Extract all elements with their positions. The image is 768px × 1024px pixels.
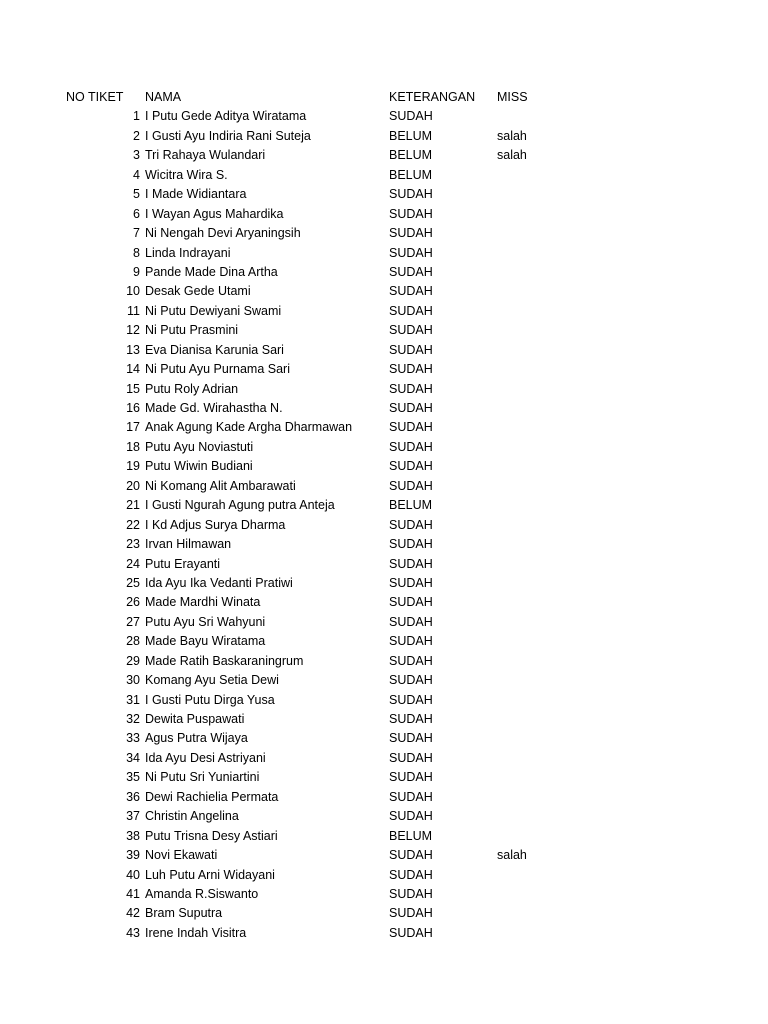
nama-cell: Agus Putra Wijaya [145, 731, 248, 746]
no-tiket-cell: 37 [126, 809, 140, 824]
no-tiket-cell: 7 [133, 226, 140, 241]
keterangan-cell: SUDAH [389, 906, 433, 921]
no-tiket-cell: 24 [126, 556, 140, 571]
keterangan-cell: SUDAH [389, 439, 433, 454]
keterangan-cell: SUDAH [389, 517, 433, 532]
keterangan-cell: SUDAH [389, 362, 433, 377]
keterangan-cell: SUDAH [389, 206, 433, 221]
keterangan-cell: SUDAH [389, 886, 433, 901]
keterangan-cell: SUDAH [389, 712, 433, 726]
nama-cell: Anak Agung Kade Argha Dharmawan [145, 420, 353, 435]
keterangan-cell: SUDAH [389, 614, 433, 629]
keterangan-cell: SUDAH [389, 925, 433, 940]
no-tiket-cell: 18 [126, 439, 140, 454]
no-tiket-cell: 22 [126, 517, 140, 532]
no-tiket-cell: 40 [126, 867, 140, 882]
table-row [0, 185, 768, 204]
keterangan-cell: BELUM [389, 498, 433, 513]
no-tiket-cell: 29 [126, 653, 140, 668]
no-tiket-cell: 21 [126, 498, 140, 513]
table-row [0, 244, 768, 263]
no-tiket-cell: 36 [126, 789, 140, 804]
keterangan-cell: SUDAH [389, 381, 433, 396]
table-row [0, 807, 768, 826]
no-tiket-cell: 12 [126, 323, 140, 338]
no-tiket-cell: 31 [126, 692, 140, 707]
table-row [0, 360, 768, 379]
keterangan-cell: SUDAH [389, 109, 433, 124]
nama-cell: Putu Roly Adrian [145, 381, 239, 396]
keterangan-cell: SUDAH [389, 459, 433, 474]
no-tiket-cell: 28 [126, 634, 140, 649]
nama-cell: Tri Rahaya Wulandari [145, 148, 266, 163]
miss-cell: salah [497, 148, 527, 163]
nama-cell: Putu Erayanti [145, 556, 221, 571]
nama-cell: Ida Ayu Desi Astriyani [145, 750, 266, 765]
table-row [0, 127, 768, 146]
no-tiket-cell: 16 [126, 401, 140, 415]
keterangan-cell: BELUM [389, 167, 433, 182]
table-row [0, 593, 768, 612]
table-row [0, 302, 768, 321]
nama-cell: I Putu Gede Aditya Wiratama [145, 109, 307, 124]
keterangan-cell: SUDAH [389, 575, 433, 590]
keterangan-cell: SUDAH [389, 420, 433, 435]
no-tiket-cell: 10 [126, 284, 140, 299]
nama-cell: Putu Ayu Sri Wahyuni [145, 614, 266, 629]
keterangan-cell: SUDAH [389, 245, 433, 260]
keterangan-cell: SUDAH [389, 731, 433, 746]
no-tiket-cell: 25 [126, 575, 140, 590]
no-tiket-cell: 9 [133, 264, 140, 279]
no-tiket-cell: 34 [126, 750, 140, 765]
nama-cell: Ni Putu Sri Yuniartini [145, 770, 260, 785]
nama-cell: Luh Putu Arni Widayani [145, 867, 275, 882]
no-tiket-cell: 1 [133, 109, 140, 124]
nama-cell: Ni Putu Dewiyani Swami [145, 303, 282, 318]
keterangan-cell: SUDAH [389, 809, 433, 824]
table-row [0, 418, 768, 437]
no-tiket-cell: 4 [133, 167, 140, 182]
nama-cell: Ni Komang Alit Ambarawati [145, 478, 296, 493]
no-tiket-cell: 30 [126, 673, 140, 688]
no-tiket-cell: 6 [133, 206, 140, 221]
nama-cell: Christin Angelina [145, 809, 239, 824]
table-row [0, 224, 768, 243]
table-row [0, 457, 768, 476]
no-tiket-cell: 8 [133, 245, 140, 260]
nama-cell: Novi Ekawati [145, 848, 218, 863]
keterangan-cell: SUDAH [389, 342, 433, 357]
keterangan-cell: SUDAH [389, 264, 433, 279]
no-tiket-cell: 15 [126, 381, 140, 396]
table-row [0, 652, 768, 671]
nama-cell: I Gusti Putu Dirga Yusa [145, 692, 275, 707]
table-row [0, 924, 768, 943]
no-tiket-cell: 35 [126, 770, 140, 785]
keterangan-cell: SUDAH [389, 789, 433, 804]
keterangan-cell: SUDAH [389, 770, 433, 785]
nama-cell: Dewi Rachielia Permata [145, 789, 279, 804]
table-row [0, 282, 768, 301]
table-row [0, 516, 768, 535]
table-row [0, 146, 768, 165]
table-row [0, 885, 768, 904]
ticket-sheet [0, 88, 768, 943]
keterangan-cell: BELUM [389, 148, 433, 163]
table-row [0, 866, 768, 885]
keterangan-cell: SUDAH [389, 595, 433, 610]
keterangan-cell: SUDAH [389, 750, 433, 765]
miss-cell: salah [497, 848, 527, 863]
no-tiket-cell: 39 [126, 848, 140, 863]
table-row [0, 263, 768, 282]
nama-cell: I Made Widiantara [145, 187, 247, 202]
no-tiket-cell: 32 [126, 712, 140, 726]
nama-cell: Made Mardhi Winata [145, 595, 261, 610]
header-row [0, 88, 768, 107]
nama-cell: Irvan Hilmawan [145, 537, 232, 552]
keterangan-cell: SUDAH [389, 634, 433, 649]
nama-cell: I Gusti Ngurah Agung putra Anteja [145, 498, 335, 513]
keterangan-cell: SUDAH [389, 653, 433, 668]
no-tiket-cell: 23 [126, 537, 140, 552]
miss-cell: salah [497, 128, 527, 143]
keterangan-cell: SUDAH [389, 673, 433, 688]
keterangan-cell: SUDAH [389, 284, 433, 299]
no-tiket-cell: 13 [126, 342, 140, 357]
nama-cell: Putu Ayu Noviastuti [145, 439, 254, 454]
nama-cell: Putu Wiwin Budiani [145, 459, 253, 474]
table-row [0, 768, 768, 787]
nama-cell: Ida Ayu Ika Vedanti Pratiwi [145, 575, 293, 590]
no-tiket-cell: 43 [126, 925, 140, 940]
keterangan-cell: SUDAH [389, 478, 433, 493]
no-tiket-cell: 38 [126, 828, 140, 843]
keterangan-cell: BELUM [389, 128, 433, 143]
header-miss: MISS [497, 90, 528, 104]
table-row [0, 846, 768, 865]
no-tiket-cell: 33 [126, 731, 140, 746]
nama-cell: Made Bayu Wiratama [145, 634, 266, 649]
nama-cell: I Gusti Ayu Indiria Rani Suteja [145, 128, 311, 143]
table-row [0, 496, 768, 515]
no-tiket-cell: 5 [133, 187, 140, 202]
nama-cell: Ni Putu Ayu Purnama Sari [145, 362, 290, 377]
nama-cell: Made Ratih Baskaraningrum [145, 653, 304, 668]
no-tiket-cell: 14 [126, 362, 140, 377]
nama-cell: I Kd Adjus Surya Dharma [145, 517, 286, 532]
no-tiket-cell: 3 [133, 148, 140, 163]
no-tiket-cell: 11 [127, 303, 140, 318]
table-row [0, 691, 768, 710]
header-no-tiket: NO TIKET [66, 90, 124, 104]
table-row [0, 341, 768, 360]
table-row [0, 749, 768, 768]
table-row [0, 107, 768, 126]
table-row [0, 166, 768, 185]
table-row [0, 613, 768, 632]
no-tiket-cell: 27 [126, 614, 140, 629]
nama-cell: Pande Made Dina Artha [145, 264, 278, 279]
nama-cell: Amanda R.Siswanto [145, 886, 259, 901]
no-tiket-cell: 26 [126, 595, 140, 610]
nama-cell: Desak Gede Utami [145, 284, 251, 299]
keterangan-cell: SUDAH [389, 226, 433, 241]
table-row [0, 438, 768, 457]
header-nama: NAMA [145, 90, 182, 104]
table-row [0, 788, 768, 807]
table-row [0, 535, 768, 554]
table-row [0, 399, 768, 418]
no-tiket-cell: 17 [126, 420, 140, 435]
keterangan-cell: SUDAH [389, 848, 433, 863]
no-tiket-cell: 20 [126, 478, 140, 493]
no-tiket-cell: 19 [126, 459, 140, 474]
table-row [0, 729, 768, 748]
keterangan-cell: BELUM [389, 828, 433, 843]
table-row [0, 380, 768, 399]
keterangan-cell: SUDAH [389, 867, 433, 882]
keterangan-cell: SUDAH [389, 537, 433, 552]
keterangan-cell: SUDAH [389, 303, 433, 318]
table-row [0, 827, 768, 846]
header-keterangan: KETERANGAN [389, 90, 476, 104]
table-row [0, 321, 768, 340]
keterangan-cell: SUDAH [389, 187, 433, 202]
table-row [0, 477, 768, 496]
ticket-rows [0, 107, 768, 943]
table-row [0, 710, 768, 729]
nama-cell: I Wayan Agus Mahardika [145, 206, 284, 221]
nama-cell: Wicitra Wira S. [145, 167, 228, 182]
table-row [0, 574, 768, 593]
nama-cell: Dewita Puspawati [145, 712, 245, 726]
keterangan-cell: SUDAH [389, 323, 433, 338]
table-row [0, 904, 768, 923]
nama-cell: Putu Trisna Desy Astiari [145, 828, 278, 843]
table-row [0, 205, 768, 224]
no-tiket-cell: 42 [126, 906, 140, 921]
nama-cell: Ni Putu Prasmini [145, 323, 239, 338]
no-tiket-cell: 2 [133, 128, 140, 143]
nama-cell: Made Gd. Wirahastha N. [145, 401, 283, 415]
table-row [0, 671, 768, 690]
keterangan-cell: SUDAH [389, 692, 433, 707]
no-tiket-cell: 41 [126, 886, 140, 901]
nama-cell: Bram Suputra [145, 906, 223, 921]
nama-cell: Linda Indrayani [145, 245, 231, 260]
keterangan-cell: SUDAH [389, 556, 433, 571]
nama-cell: Eva Dianisa Karunia Sari [145, 342, 284, 357]
table-row [0, 555, 768, 574]
nama-cell: Ni Nengah Devi Aryaningsih [145, 226, 301, 241]
keterangan-cell: SUDAH [389, 401, 433, 415]
table-row [0, 632, 768, 651]
nama-cell: Komang Ayu Setia Dewi [145, 673, 279, 688]
nama-cell: Irene Indah Visitra [145, 925, 247, 940]
